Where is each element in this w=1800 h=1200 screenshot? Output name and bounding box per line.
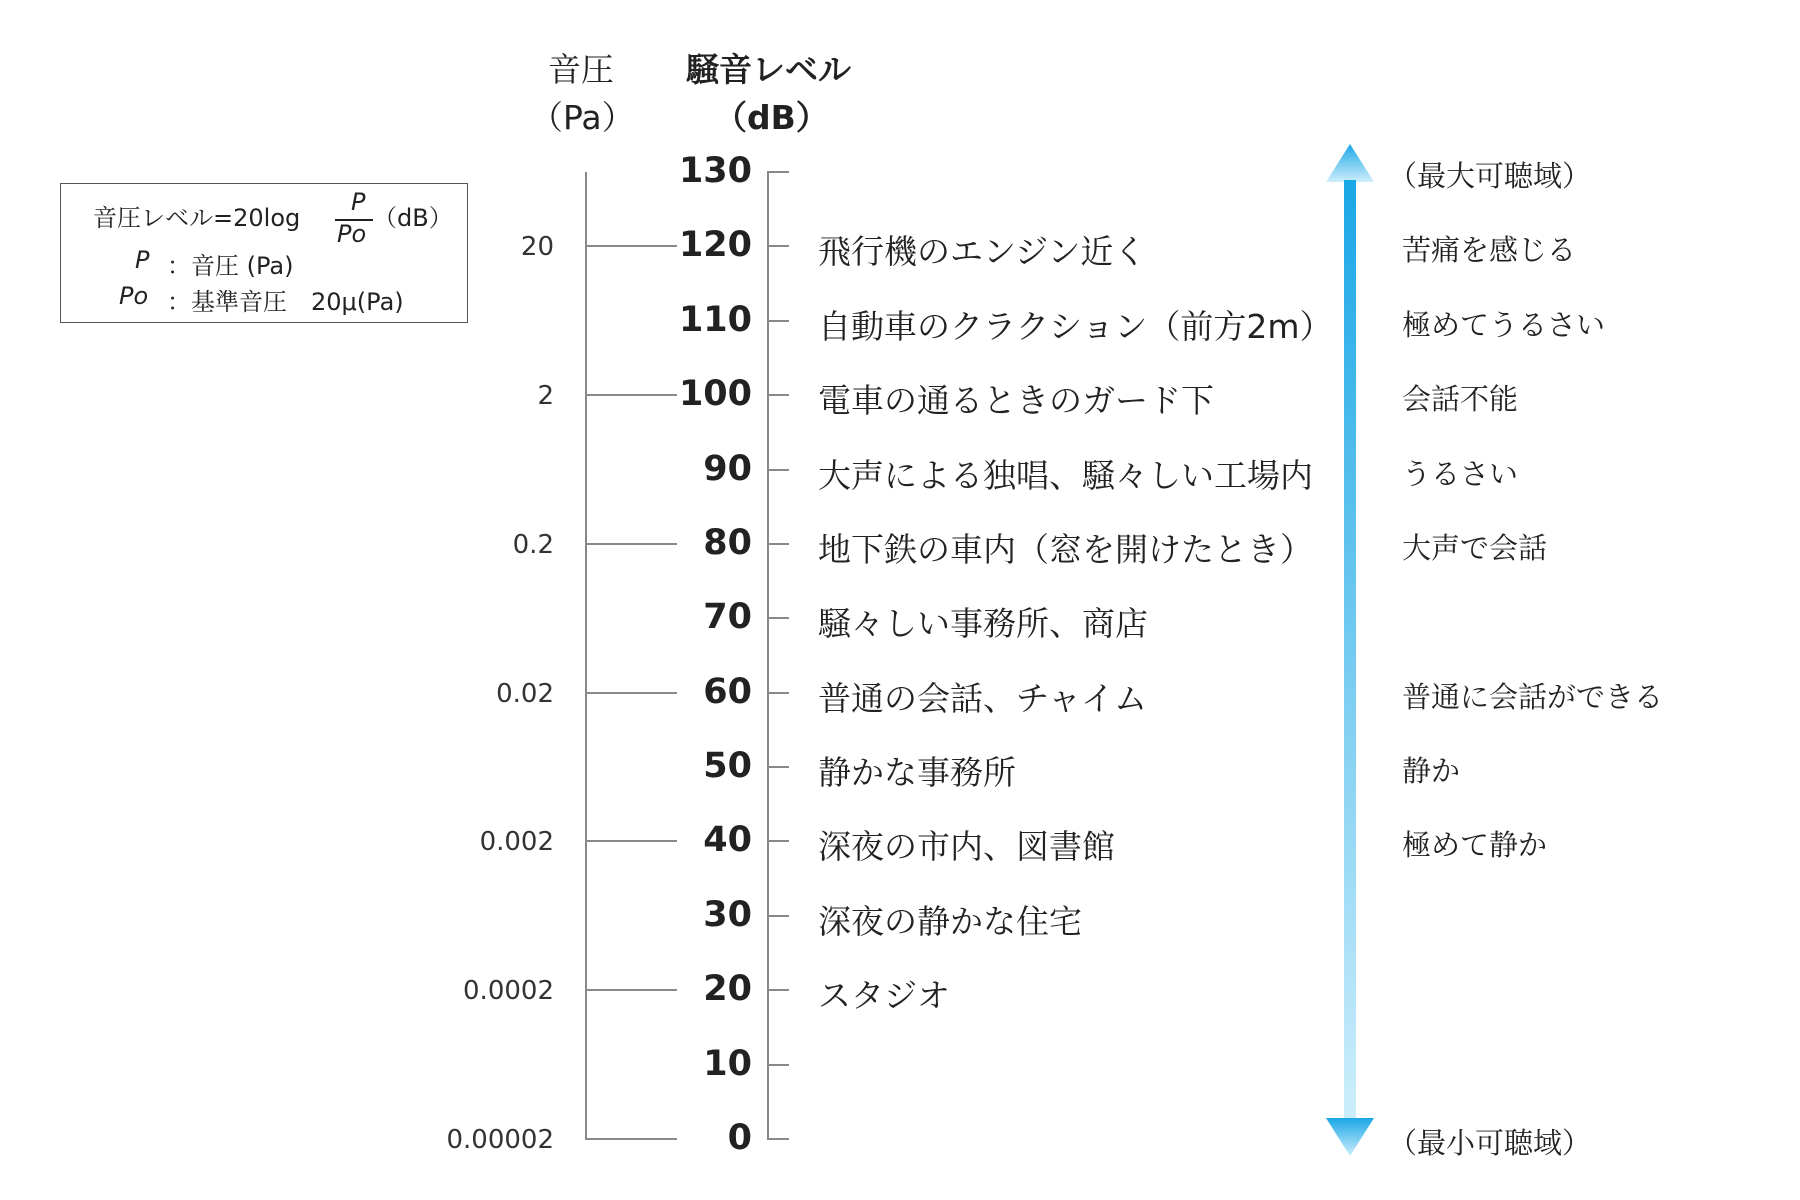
level-tick-label: 90 [703, 448, 752, 489]
noise-source-label: 電車の通るときのガード下 [818, 381, 1214, 421]
level-tick-line [767, 915, 789, 917]
noise-source-label: 騒々しい事務所、商店 [818, 604, 1148, 644]
noise-source-label: 大声による独唱、騒々しい工場内 [818, 455, 1313, 495]
level-tick-line [767, 1138, 789, 1140]
level-tick-label: 70 [703, 597, 752, 638]
pressure-tick-label: 0.02 [496, 678, 554, 709]
noise-source-label: スタジオ [818, 976, 950, 1016]
subjective-impression-label: うるさい [1402, 456, 1519, 491]
p-definition: ：音圧 (Pa) [167, 252, 294, 280]
level-tick-line [767, 1064, 789, 1066]
subjective-impression-label: 大声で会話 [1402, 530, 1548, 565]
pressure-tick-label: 0.00002 [446, 1125, 554, 1155]
p-symbol: P [135, 246, 150, 274]
level-tick-line [767, 989, 789, 991]
noise-source-label: 深夜の市内、図書館 [818, 827, 1115, 867]
pressure-tick-label: 20 [520, 232, 554, 263]
level-tick-line [767, 394, 789, 396]
level-tick-label: 130 [678, 151, 752, 191]
noise-source-label: 普通の会話、チャイム [818, 678, 1148, 718]
subjective-impression-label: （最大可聴域） [1388, 159, 1592, 193]
po-symbol: Po [119, 282, 149, 310]
subjective-impression-label: 極めて静か [1402, 828, 1548, 863]
formula-lhs: 音圧レベル=20log [93, 204, 301, 232]
subjective-impression-label: 会話不能 [1402, 382, 1519, 417]
noise-source-label: 静かな事務所 [818, 753, 1016, 793]
formula-unit: （dB） [373, 204, 453, 232]
pressure-tick-label: 0.002 [479, 827, 554, 858]
level-tick-label: 50 [703, 746, 752, 787]
formula-denominator: Po [337, 220, 367, 248]
level-tick-label: 0 [727, 1118, 752, 1158]
subjective-impression-label: （最小可聴域） [1388, 1126, 1592, 1160]
level-tick-label: 120 [678, 225, 752, 266]
level-axis-unit: （dB） [714, 98, 829, 137]
pressure-axis-title: 音圧 [548, 50, 614, 89]
noise-source-label: 地下鉄の車内（窓を開けたとき） [818, 529, 1313, 569]
level-tick-line [767, 171, 789, 173]
level-axis-title: 騒音レベル [686, 50, 851, 89]
loudness-arrow [1320, 140, 1380, 1160]
level-tick-line [767, 617, 789, 619]
level-tick-label: 40 [703, 820, 752, 861]
level-tick-label: 20 [703, 969, 752, 1010]
arrow-head-down [1326, 1118, 1374, 1156]
level-tick-line [767, 766, 789, 768]
level-tick-label: 30 [703, 894, 752, 935]
level-tick-line [767, 840, 789, 842]
pressure-axis-line [585, 172, 587, 1139]
level-tick-label: 100 [678, 374, 752, 415]
pressure-tick-label: 0.2 [512, 529, 554, 560]
noise-source-label: 深夜の静かな住宅 [818, 901, 1082, 941]
arrow-head-up [1326, 144, 1374, 182]
formula-numerator: P [351, 188, 366, 216]
subjective-impression-label: 静か [1402, 754, 1461, 789]
level-tick-label: 10 [703, 1043, 752, 1084]
subjective-impression-label: 苦痛を感じる [1402, 233, 1577, 268]
pressure-tick-label: 2 [537, 381, 554, 412]
pressure-axis-unit: （Pa） [530, 98, 635, 137]
level-tick-label: 60 [703, 671, 752, 712]
level-tick-line [767, 692, 789, 694]
level-tick-line [767, 320, 789, 322]
subjective-impression-label: 極めてうるさい [1402, 307, 1606, 342]
level-tick-line [767, 469, 789, 471]
pressure-tick-label: 0.0002 [463, 976, 554, 1007]
subjective-impression-label: 普通に会話ができる [1402, 679, 1664, 714]
level-tick-label: 110 [678, 299, 752, 340]
po-definition: ：基準音圧 20μ(Pa) [167, 288, 404, 316]
arrow-shaft [1344, 180, 1356, 1120]
level-axis-line [767, 172, 769, 1139]
noise-source-label: 自動車のクラクション（前方2m） [818, 306, 1333, 346]
level-tick-line [767, 543, 789, 545]
level-tick-label: 80 [703, 522, 752, 563]
level-tick-line [767, 245, 789, 247]
noise-source-label: 飛行機のエンジン近く [818, 232, 1147, 272]
